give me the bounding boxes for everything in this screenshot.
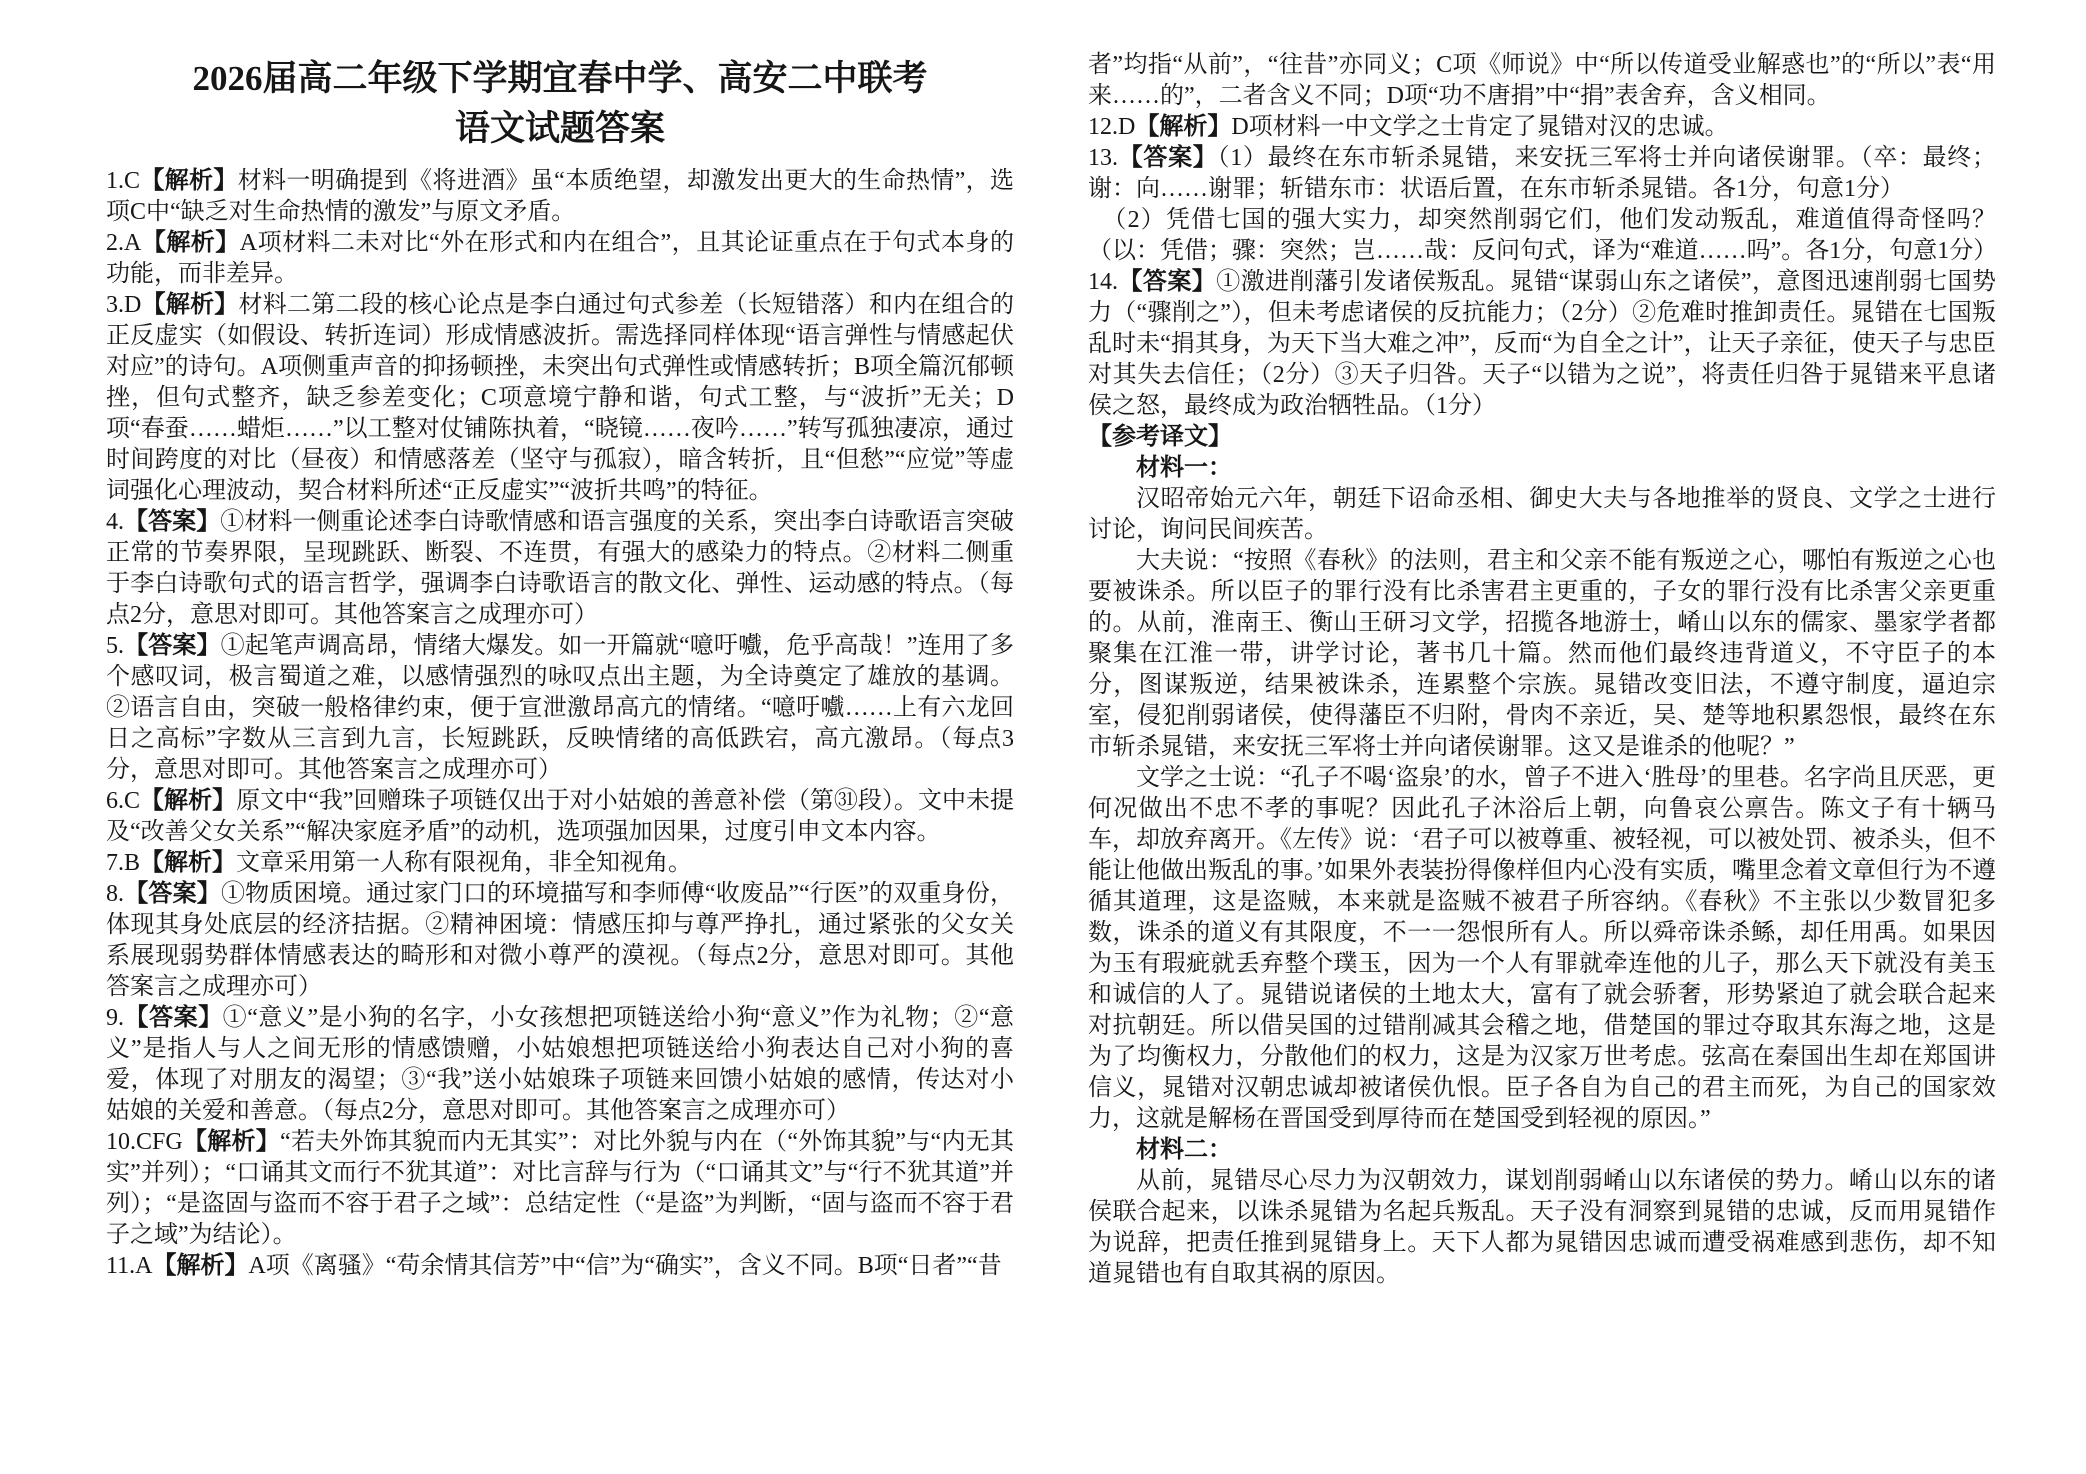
material-2-label: 材料二： (1136, 1137, 1232, 1163)
item-label: 【答案】 (1118, 145, 1218, 171)
answer-item-3 (106, 290, 1014, 507)
translation-paragraph: 文学之士说：“孔子不喝‘盗泉’的水，曾子不进入‘胜母’的里巷。名字尚且厌恶，更何况做出不忠不孝的事呢？因此孔子沐浴后上朝，向鲁哀公禀告。陈文子有十辆马车，却放弃离开。《左传》说：‘君子可以被尊重、被轻视，可以被处罚、被杀头，但不能让他做出叛乱的事。’如果外表装扮得像样但内心没有实质，嘴里念着文章但行为不遵循其道理，这是盗贼，本来就是盗贼不被君子所容纳。《春秋》不主张以少数冒犯多数，诛杀的道义有其限度，不一一怨恨所有人。所以舜帝诛杀鲧，却任用禹。如果因为玉有瑕疵就丢弃整个璞玉，因为一个人有罪就牵连他的儿子，那么天下就没有美玉和诚信的人了。晁错说诸侯的土地太大，富有了就会骄奢，形势紧迫了就会联合起来对抗朝廷。所以借吴国的过错削减其会稽之地，借楚国的罪过夺取其东海之地，这是为了均衡权力，分散他们的权力，这是为汉家万世考虑。弦高在秦国出生却在郑国讲信义，晁错对汉朝忠诚却被诸侯仇恨。臣子各自为自己的君主而死，为自己的国家效力，这就是解杨在晋国受到厚待而在楚国受到轻视的原因。” (1088, 765, 1996, 1132)
item-text: ①材料一侧重论述李白诗歌情感和语言强度的关系，突出李白诗歌语言突破正常的节奏界限，呈现跳跃、断裂、不连贯，有强大的感染力的特点。②材料二侧重于李白诗歌句式的语言哲学，强调李白诗歌语言的散文化、弹性、运动感的特点。（每点2分，意思对即可。其他答案言之成理亦可） (106, 509, 1015, 628)
item-label: 【答案】 (124, 633, 221, 659)
item-text: A项材料二未对比“外在形式和内在组合”，且其论证重点在于句式本身的功能，而非差异。 (106, 230, 1014, 287)
answer-item-4 (106, 507, 1014, 631)
item-text: 材料二第二段的核心论点是李白通过句式参差（长短错落）和内在组合的正反虚实（如假设、转折连词）形成情感波折。需选择同样体现“语言弹性与情感起伏对应”的诗句。A项侧重声音的抑扬顿挫，未突出句式弹性或情感转折；B项全篇沉郁顿挫，但句式整齐，缺乏参差变化；C项意境宁静和谐，句式工整，与“波折”无关；D项“春蚕……蜡炬……”以工整对仗铺陈执着，“晓镜……夜吟……”转写孤独凄凉，通过时间跨度的对比（昼夜）和情感落差（坚守与孤寂），暗含转折，且“但愁”“应觉”等虚词强化心理波动，契合材料所述“正反虚实”“波折共鸣”的特征。 (106, 292, 1014, 504)
left-column (106, 50, 1014, 1444)
item-text: ①激进削藩引发诸侯叛乱。晁错“谋弱山东之诸侯”，意图迅速削弱七国势力（“骤削之”），但未考虑诸侯的反抗能力；（2分）②危难时推卸责任。晁错在七国叛乱时未“捐其身，为天下当大难之冲”，反而“为自全之计”，让天子亲征，使天子与忠臣对其失去信任；（2分）③天子归咎。天子“以错为之说”，将责任归咎于晁错来平息诸侯之怒，最终成为政治牺牲品。（1分） (1088, 269, 1997, 419)
answer-item-12 (1088, 112, 1996, 143)
item-label: 【答案】 (124, 1005, 223, 1031)
answer-item-7 (106, 848, 1014, 879)
answer-item-2 (106, 228, 1014, 290)
item-label: 【解析】 (140, 850, 237, 876)
item-text: 原文中“我”回赠珠子项链仅出于对小姑娘的善意补偿（第㉛段）。文中未提及“改善父女关系”“解决家庭矛盾”的动机，选项强加因果，过度引申文本内容。 (106, 788, 1014, 845)
item-text: ①“意义”是小狗的名字，小女孩想把项链送给小狗“意义”作为礼物；②“意义”是指人与人之间无形的情感馈赠，小姑娘想把项链送给小狗表达自己对小狗的喜爱，体现了对朋友的渴望；③“我”送小姑娘珠子项链来回馈小姑娘的感情，传达对小姑娘的关爱和善意。（每点2分，意思对即可。其他答案言之成理亦可） (106, 1005, 1015, 1124)
answer-item-11-continuation: 者”均指“从前”，“往昔”亦同义；C项《师说》中“所以传道受业解惑也”的“所以”表“用来……的”，二者含义不同；D项“功不唐捐”中“捐”表舍弃，含义相同。 (1088, 52, 1996, 109)
item-number: 10.CFG (106, 1129, 183, 1155)
item-label: 【答案】 (1118, 269, 1217, 295)
item-number: 1.C (106, 168, 141, 194)
answer-item-5 (106, 631, 1014, 786)
answer-item-14 (1088, 267, 1996, 422)
document-title (106, 54, 1014, 154)
answer-item-13 (1088, 143, 1996, 205)
item-text: 文章采用第一人称有限视角，非全知视角。 (236, 850, 693, 876)
item-number: 8. (106, 881, 124, 907)
item-number: 11.A (106, 1253, 153, 1279)
item-label: 【解析】 (141, 292, 239, 318)
item-text: （1）最终在东市斩杀晁错，来安抚三军将士并向诸侯谢罪。（卒：最终；谢：向……谢罪；斩错东市：状语后置，在东市斩杀晁错。各1分，句意1分） (1088, 145, 1996, 202)
item-number: 4. (106, 509, 124, 535)
item-text: “若夫外饰其貌而内无其实”：对比外貌与内在（“外饰其貌”与“内无其实”并列）；“口诵其文而行不犹其道”：对比言辞与行为（“口诵其文”与“行不犹其道”并列）；“是盗固与盗而不容于君子之域”：总结定性（“是盗”为判断，“固与盗而不容于君子之域”为结论）。 (106, 1129, 1014, 1248)
item-number: 5. (106, 633, 124, 659)
translation-paragraph: 汉昭帝始元六年，朝廷下诏命丞相、御史大夫与各地推举的贤良、文学之士进行讨论，询问民间疾苦。 (1088, 486, 1996, 543)
item-number: 14. (1088, 269, 1118, 295)
translation-paragraph: 大夫说：“按照《春秋》的法则，君主和父亲不能有叛逆之心，哪怕有叛逆之心也要被诛杀。所以臣子的罪行没有比杀害君主更重的，子女的罪行没有比杀害父亲更重的。从前，淮南王、衡山王研习文学，招揽各地游士，崤山以东的儒家、墨家学者都聚集在江淮一带，讲学讨论，著书几十篇。然而他们最终违背道义，不守臣子的本分，图谋叛逆，结果被诛杀，连累整个宗族。晁错改变旧法，不遵守制度，逼迫宗室，侵犯削弱诸侯，使得藩臣不归附，骨肉不亲近，吴、楚等地积累怨恨，最终在东市斩杀晁错，来安抚三军将士并向诸侯谢罪。这又是谁杀的他呢？” (1088, 548, 1996, 760)
answer-item-9 (106, 1003, 1014, 1127)
item-label: 【解析】 (1135, 114, 1232, 140)
answer-item-8 (106, 879, 1014, 1003)
item-number: 13. (1088, 145, 1118, 171)
item-label: 【解析】 (140, 168, 238, 194)
item-number: 9. (106, 1005, 124, 1031)
item-label: 【解析】 (140, 788, 237, 814)
answer-item-6 (106, 786, 1014, 848)
item-number: 3.D (106, 292, 142, 318)
item-text: 材料一明确提到《将进酒》虽“本质绝望，却激发出更大的生命热情”，选项C中“缺乏对生命热情的激发”与原文矛盾。 (106, 168, 1014, 225)
item-label: 【解析】 (152, 1253, 249, 1279)
item-label: 【答案】 (124, 881, 221, 907)
item-number: 2.A (106, 230, 142, 256)
item-label: 【解析】 (141, 230, 240, 256)
answer-item-10 (106, 1127, 1014, 1251)
item-number: 7.B (106, 850, 141, 876)
material-1-label: 材料一： (1136, 455, 1232, 481)
answer-item-13-part2: （2）凭借七国的强大实力，却突然削弱它们，他们发动叛乱，难道值得奇怪吗？（以：凭借；骤：突然；岂……哉：反问句式，译为“难道……吗”。各1分，句意1分） (1088, 207, 1998, 264)
item-label: 【答案】 (124, 509, 221, 535)
item-number: 6.C (106, 788, 141, 814)
item-text: ①物质困境。通过家门口的环境描写和李师傅“收废品”“行医”的双重身份，体现其身处底层的经济拮据。②精神困境：情感压抑与尊严挣扎，通过紧张的父女关系展现弱势群体情感表达的畸形和对微小尊严的漠视。（每点2分，意思对即可。其他答案言之成理亦可） (106, 881, 1015, 1000)
item-number: 12.D (1088, 114, 1136, 140)
title-line-2: 语文试题答案 (454, 109, 665, 148)
reference-translation-heading: 【参考译文】 (1088, 424, 1232, 450)
item-text: D项材料一中文学之士肯定了晁错对汉的忠诚。 (1231, 114, 1729, 140)
item-label: 【解析】 (182, 1129, 281, 1155)
answer-item-1 (106, 166, 1014, 228)
answer-item-11 (106, 1251, 1014, 1282)
item-text: ①起笔声调高昂，情绪大爆发。如一开篇就“噫吁嚱，危乎高哉！”连用了多个感叹词，极言蜀道之难，以感情强烈的咏叹点出主题，为全诗奠定了雄放的基调。②语言自由，突破一般格律约束，便于宣泄激昂高亢的情绪。“噫吁嚱……上有六龙回日之高标”字数从三言到九言，长短跳跃，反映情绪的高低跌宕，高亢激昂。（每点3分，意思对即可。其他答案言之成理亦可） (106, 633, 1014, 783)
right-column (1088, 50, 1996, 1444)
title-line-1: 2026届高二年级下学期宜春中学、高安二中联考 (192, 59, 928, 98)
item-text: A项《离骚》“苟余情其信芳”中“信”为“确实”，含义不同。B项“日者”“昔 (248, 1253, 1002, 1279)
translation-paragraph: 从前，晁错尽心尽力为汉朝效力，谋划削弱崤山以东诸侯的势力。崤山以东的诸侯联合起来，以诛杀晁错为名起兵叛乱。天子没有洞察到晁错的忠诚，反而用晁错作为说辞，把责任推到晁错身上。天下人都为晁错因忠诚而遭受祸难感到悲伤，却不知道晁错也有自取其祸的原因。 (1088, 1168, 1996, 1287)
